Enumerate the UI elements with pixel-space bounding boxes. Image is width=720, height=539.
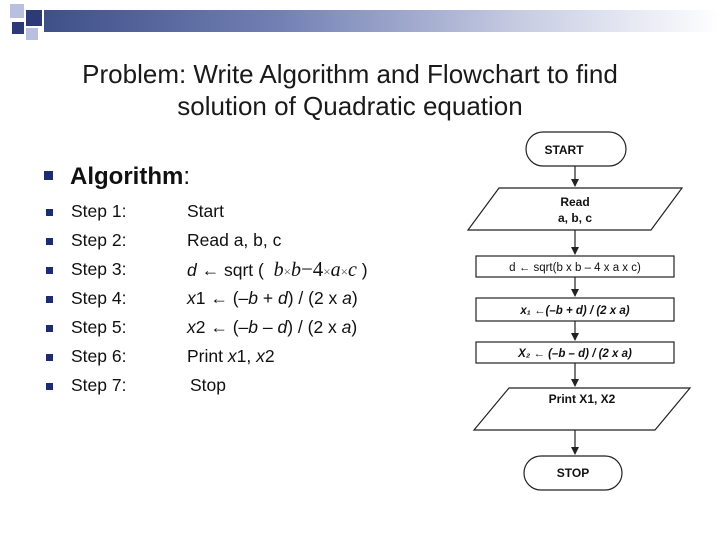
step-label: Step 6:: [71, 346, 127, 366]
step-close: ): [361, 260, 368, 280]
algorithm-heading-text: Algorithm: [70, 163, 184, 190]
step-part: 2 ← (–: [195, 317, 249, 337]
math-times: ×: [340, 264, 348, 279]
math-four: 4: [312, 257, 324, 281]
step-var: b: [248, 288, 259, 308]
math-minus: −: [300, 257, 313, 281]
start-label: START: [544, 143, 584, 157]
step-var: x: [187, 317, 196, 337]
step-var: a: [342, 288, 352, 308]
step-var-d: d: [187, 260, 197, 280]
step-var: x: [227, 346, 237, 366]
step-var: x: [256, 346, 265, 366]
math-c: c: [347, 259, 357, 281]
math-b: b: [273, 259, 284, 281]
step-var: d: [277, 317, 288, 337]
step-label: Step 4:: [71, 288, 127, 308]
step-part: –: [258, 317, 278, 337]
step-part: 2: [264, 346, 275, 366]
step-text: Start: [187, 201, 224, 221]
step-part: ): [351, 317, 358, 337]
step-text: Stop: [190, 375, 226, 395]
math-times: ×: [283, 264, 291, 279]
step-part: 1 ← (–: [195, 288, 249, 308]
title-line-2: solution of Quadratic equation: [177, 91, 523, 121]
step-part: ) / (2 x: [287, 288, 343, 308]
step-label: Step 1:: [71, 201, 127, 221]
step-part: ) / (2 x: [287, 317, 342, 337]
algorithm-heading-colon: :: [183, 163, 190, 190]
step-var: d: [277, 288, 288, 308]
print-label: Print X1, X2: [548, 392, 616, 406]
step-text: Read a, b, c: [187, 230, 282, 250]
math-a: a: [330, 259, 341, 281]
step-part: +: [258, 288, 278, 308]
step-label: Step 3:: [71, 259, 127, 279]
compute-x1-label: x₁ ←(–b + d) / (2 x a): [520, 305, 630, 317]
step-part: 1,: [236, 346, 257, 366]
math-b: b: [290, 259, 301, 281]
compute-x2-label: X₂ ← (–b – d) / (2 x a): [518, 348, 632, 360]
math-times: ×: [323, 264, 331, 279]
step-label: Step 5:: [71, 317, 127, 337]
step-fn: sqrt (: [223, 260, 264, 280]
step-var: x: [187, 288, 196, 308]
step-part: Print: [187, 346, 228, 366]
step-label: Step 2:: [71, 230, 127, 250]
read-label: Read: [560, 195, 590, 209]
step-arrow: ←: [201, 260, 220, 280]
step-part: ): [351, 288, 358, 308]
step-var: b: [248, 317, 259, 337]
stop-label: STOP: [556, 466, 590, 480]
step-var: a: [341, 317, 352, 337]
step-label: Step 7:: [71, 375, 127, 395]
compute-d-label: d ← sqrt(b x b – 4 x a x c): [509, 262, 641, 274]
read-vars-label: a, b, c: [557, 211, 593, 225]
title-line-1: Problem: Write Algorithm and Flowchart to find: [82, 59, 618, 89]
